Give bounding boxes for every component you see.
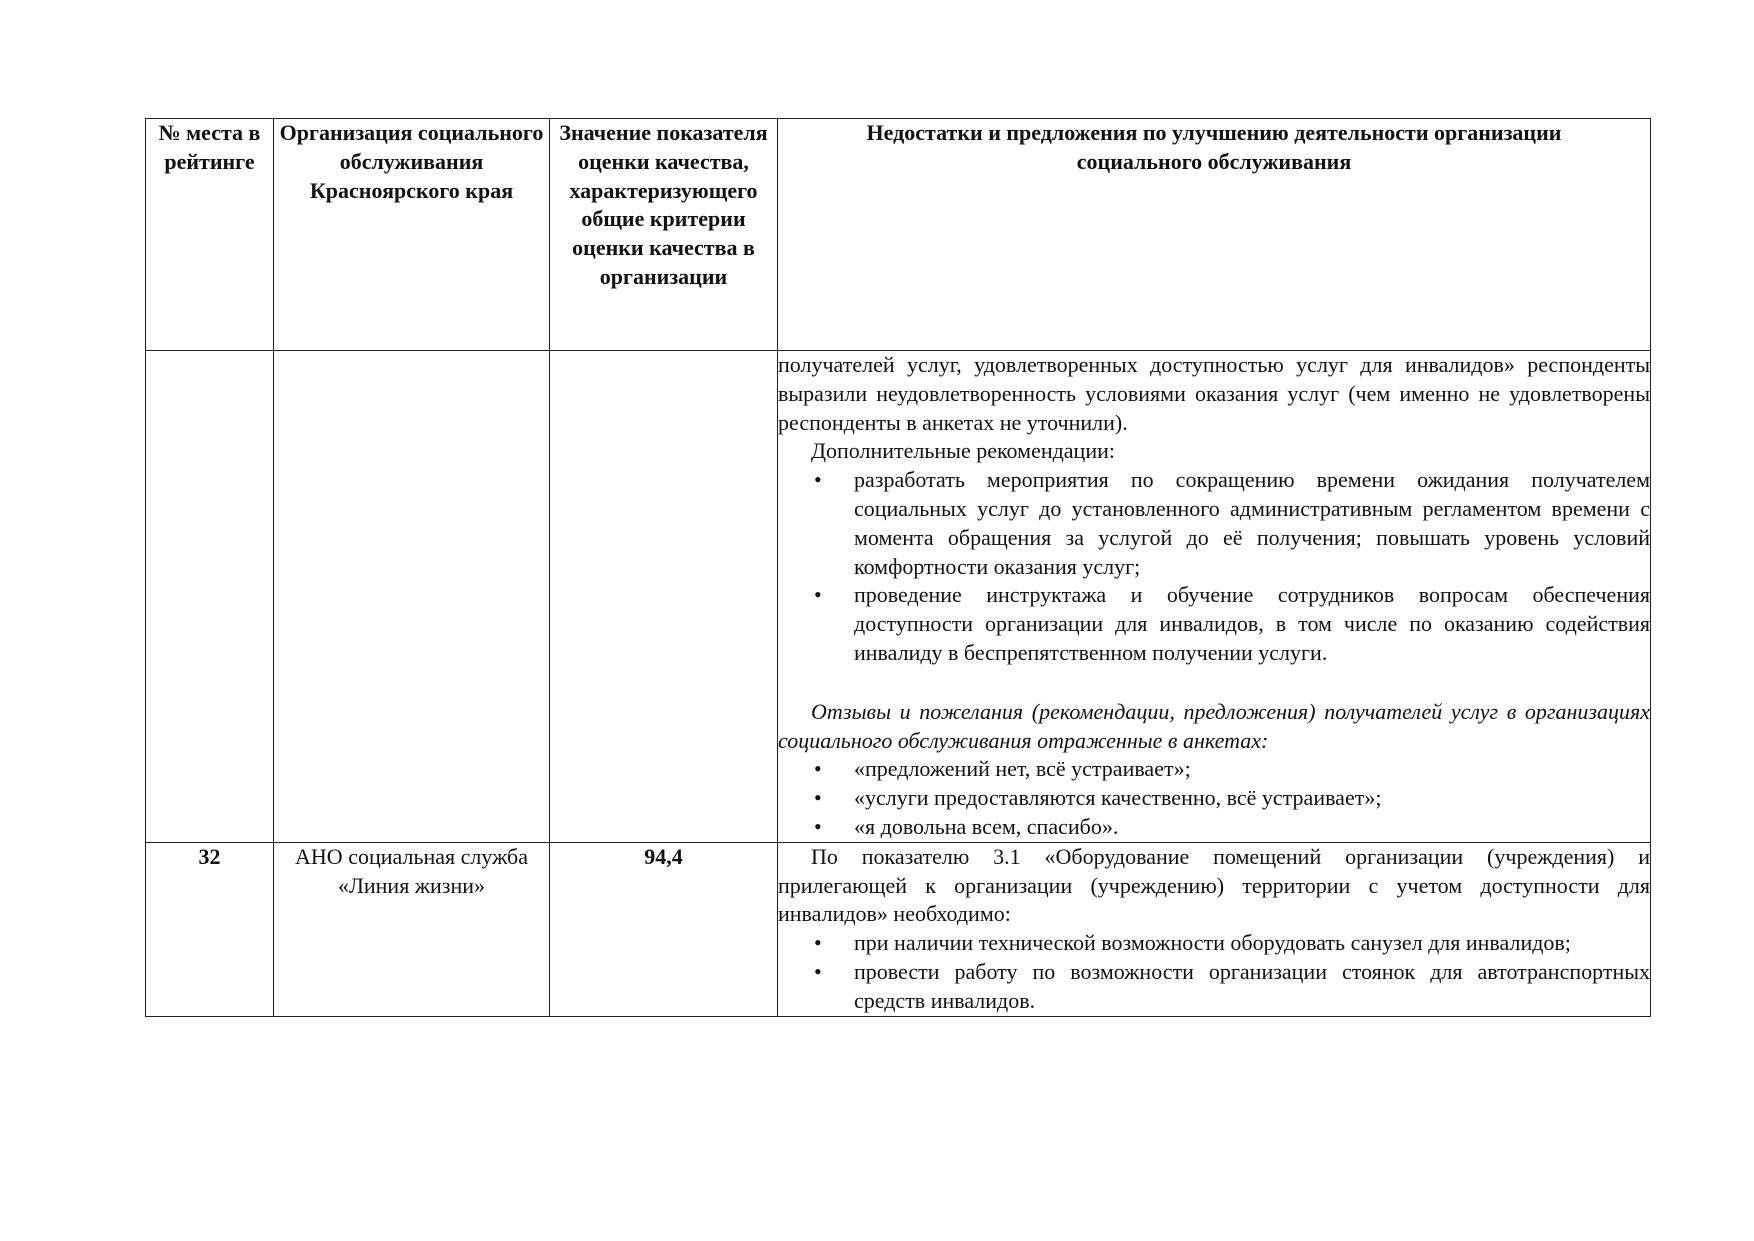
list-item: • при наличии технической возможности оборудовать санузел для инвалидов; xyxy=(854,929,1650,958)
list-item: • разработать мероприятия по сокращению времени ожидания получателем социальных услуг до установленного административным регламентом времени с момента обращения за услугой до её получения; повышать уровень условий комфортности оказания услуг; xyxy=(854,466,1650,581)
continuation-text: получателей услуг, удовлетворенных доступностью услуг для инвалидов» респонденты выразили неудовлетворенность условиями оказания услуг (чем именно не удовлетворены респонденты в анкетах не уточнили). xyxy=(778,352,1650,435)
list-item: • «услуги предоставляются качественно, всё устраивает»; xyxy=(854,784,1650,813)
table-row xyxy=(146,351,1651,843)
list-item: • провести работу по возможности организации стоянок для автотранспортных средств инвалидов. xyxy=(854,958,1650,1016)
list-item: • «я довольна всем, спасибо». xyxy=(854,813,1650,842)
reviews-heading: Отзывы и пожелания (рекомендации, предложения) получателей услуг в организациях социального обслуживания отраженные в анкетах: xyxy=(778,698,1650,753)
score-cell-empty xyxy=(550,351,778,843)
list-item: • проведение инструктажа и обучение сотрудников вопросам обеспечения доступности организации для инвалидов, в том числе по оказанию содействия инвалиду в беспрепятственном получении услуги. xyxy=(854,581,1650,667)
recommendations-list xyxy=(778,466,1650,668)
rank-cell-empty xyxy=(146,351,274,843)
score-cell: 94,4 xyxy=(550,842,778,1016)
header-score: Значение показателя оценки качества, характеризующего общие критерии оценки качества в организации xyxy=(550,119,778,351)
header-organization: Организация социального обслуживания Красноярского края xyxy=(274,119,550,351)
header-rank: № места в рейтинге xyxy=(146,119,274,351)
list-item: • «предложений нет, всё устраивает»; xyxy=(854,755,1650,784)
spacer xyxy=(778,668,1650,698)
header-deficiencies: Недостатки и предложения по улучшению деятельности организации социального обслуживания xyxy=(778,119,1651,351)
deficiencies-cell xyxy=(778,351,1651,843)
extra-recommendations-heading: Дополнительные рекомендации: xyxy=(811,438,1115,464)
organization-cell-empty xyxy=(274,351,550,843)
table-row xyxy=(146,842,1651,1016)
indicator-intro: По показателю 3.1 «Оборудование помещений организации (учреждения) и прилегающей к организации (учреждению) территории с учетом доступности для инвалидов» необходимо: xyxy=(778,843,1650,927)
table-header-row xyxy=(146,119,1651,351)
requirements-list xyxy=(778,929,1650,1015)
deficiencies-cell xyxy=(778,842,1651,1016)
rating-table xyxy=(145,118,1651,1017)
rank-cell: 32 xyxy=(146,842,274,1016)
organization-cell: АНО социальная служба «Линия жизни» xyxy=(274,842,550,1016)
reviews-list xyxy=(778,755,1650,841)
